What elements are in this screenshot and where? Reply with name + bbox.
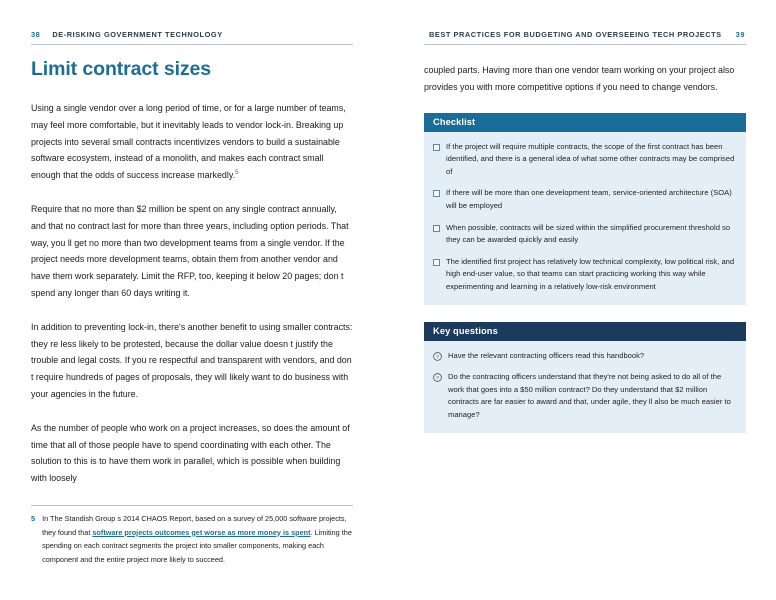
paragraph-intro-right: coupled parts. Having more than one vendor team working on your project also provides you with more competitive options if you need to change vendors. [424,65,735,92]
running-head-left [31,30,223,39]
page-number-left: 38 [31,30,41,39]
key-question-label: Do the contracting officers understand that they're not being asked to do all of the work that goes into a $50 million contract? Do they understand that $2 million contracts are far easier to award and that, under agile, they ll also be much easier to manage? [448,372,731,419]
running-head-right [429,30,745,39]
key-questions-box [424,322,746,433]
checklist-item-label: If there will be more than one development team, service-oriented architecture (SOA) will be employed [446,188,732,210]
footnote-number: 5 [31,514,36,523]
key-questions-heading: Key questions [433,326,498,337]
key-question-item [433,350,735,363]
checklist-heading: Checklist [433,117,476,128]
page-title: Limit contract sizes [31,58,212,80]
key-question-item [433,371,735,421]
checklist-item[interactable] [433,141,735,179]
checklist-item[interactable] [433,256,735,294]
svg-text:?: ? [436,375,439,382]
key-questions-header [424,322,746,341]
question-circle-icon [433,352,442,361]
key-question-label: Have the relevant contracting officers read this handbook? [448,350,645,360]
checklist-item[interactable] [433,222,735,247]
running-head-left-title: DE-RISKING GOVERNMENT TECHNOLOGY [52,30,223,39]
key-questions-body [424,341,746,433]
question-circle-icon [433,373,442,382]
running-head-right-title: BEST PRACTICES FOR BUDGETING AND OVERSEEING TECH PROJECTS [429,30,722,39]
page-number-right: 39 [735,30,745,39]
footnote-link[interactable]: software projects outcomes get worse as more money is spent [92,527,311,537]
paragraph-1 [31,100,353,184]
checklist-item-label: When possible, contracts will be sized within the simplified procurement threshold so they can be awarded quickly and easily [446,222,731,245]
paragraph-2: Require that no more than $2 million be spent on any single contract annually, and that no contract last for more than three years, including option periods. That way, you ll get no more than two development teams from a single vendor. If the project needs more development teams, obtain them from another vendor and have them work separately. Limit the RFP, too, keeping it below 20 pages; don t spend any longer than 60 days writing it. [31,203,349,298]
paragraph-4: As the number of people who work on a project increases, so does the amount of time that all of those people have to spend coordinating with each other. The solution to this is to have them work in parallel, which is possible when building with loosely [31,422,350,484]
footnote-text [42,512,353,566]
checklist-item-label: If the project will require multiple contracts, the scope of the first contract has been identified, and there is a general idea of what some other contracts may be comprised of [446,141,735,176]
header-rule-left [31,44,353,45]
checklist-item-label: The identified first project has relatively low technical complexity, low political risk, and high end-user value, so that teams can start practicing working this way while experimenting and learning in a relatively low-risk environment [446,256,735,291]
paragraph-1-text: Using a single vendor over a long period of time, or for a large number of teams, may feel more comfortable, but it inevitably leads to vendor lock-in. Breaking up projects into several small contracts incentivizes vendors to build a sustainable software ecosystem, instead of a monolith, and makes each contract small enough that the odds of success increase markedly. [31,103,346,181]
checklist-header [424,113,746,132]
svg-text:?: ? [436,354,439,361]
right-column [424,62,746,433]
footnote-marker[interactable]: 5 [235,170,239,177]
footnote-rule [31,505,353,506]
paragraph-3: In addition to preventing lock-in, there's another benefit to using smaller contracts: they re less likely to be protested, because the dollar value doesn t justify the trouble and legal costs. If you re respectful and transparent with vendors, and don t require hundreds of pages of proposals, they will likely want to do business with your agencies in the future. [31,321,353,399]
checkbox-empty-icon[interactable] [433,259,440,266]
header-rule-right [424,44,746,45]
left-column [31,58,353,487]
footnote-text-part-2: . Limiting the spending on each contract segments the project into smaller components, making each component and the entire project more likely to succeed. [42,527,352,564]
checklist-item[interactable] [433,187,735,212]
checkbox-empty-icon[interactable] [433,225,440,232]
checkbox-empty-icon[interactable] [433,190,440,197]
footnote [31,512,353,566]
footnote-text-part-1: In The Standish Group s 2014 CHAOS Report, based on a survey of 25,000 software projects, they found that [42,514,347,537]
checklist-box [424,113,746,305]
checkbox-empty-icon[interactable] [433,144,440,151]
checklist-body [424,132,746,305]
